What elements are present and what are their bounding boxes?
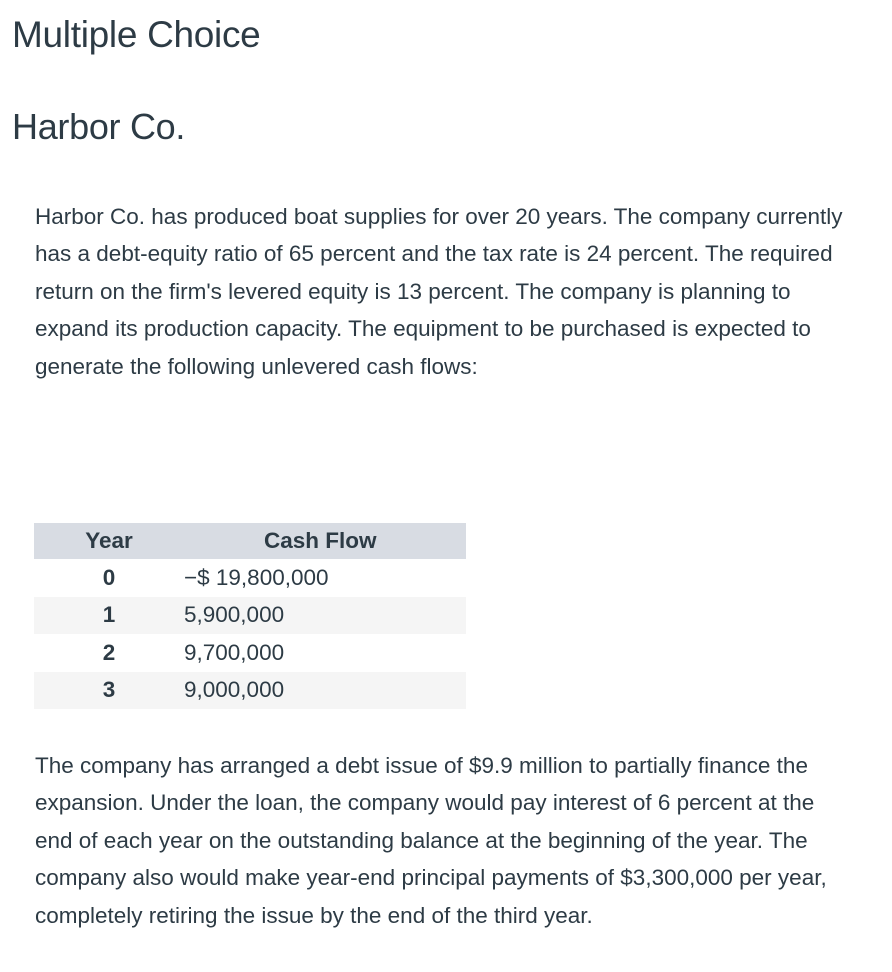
cash-flow-cell: 9,700,000 (184, 639, 285, 665)
table-row (34, 634, 466, 672)
company-heading: Harbor Co. (12, 106, 186, 147)
year-cell: 1 (34, 597, 184, 635)
debt-issue-paragraph: The company has arranged a debt issue of $9.9 million to partially finance the expansion. Under the loan, the company would pay interest of 6 percent at the end of each year on the outstanding balance at the beginning of the year. The company also would make year-end principal payments of $3,300,000 per year, completely retiring the issue by the end of the third year. (35, 753, 827, 928)
cash-flow-column-header: Cash Flow (184, 523, 466, 559)
year-cell: 3 (34, 672, 184, 710)
cash-flow-cell: 5,900,000 (184, 597, 466, 635)
cash-flow-table (34, 523, 466, 709)
cash-flow-cell: −$ 19,800,000 (184, 564, 329, 590)
page-title: Multiple Choice (12, 14, 261, 55)
table-header-row (34, 523, 466, 559)
year-cell: 0 (102, 564, 116, 590)
table-row (34, 597, 466, 635)
year-column-header: Year (34, 523, 184, 559)
question-intro-paragraph: Harbor Co. has produced boat supplies for over 20 years. The company currently has a debt-equity ratio of 65 percent and the tax rate is 24 percent. The required return on the firm's levered equity is 13 percent. The company is planning to expand its production capacity. The equipment to be purchased is expected to generate the following unlevered cash flows: (35, 204, 843, 379)
cash-flow-cell: 9,000,000 (184, 672, 466, 710)
table-row (34, 672, 466, 710)
table-row (34, 559, 466, 597)
year-cell: 2 (102, 639, 116, 665)
